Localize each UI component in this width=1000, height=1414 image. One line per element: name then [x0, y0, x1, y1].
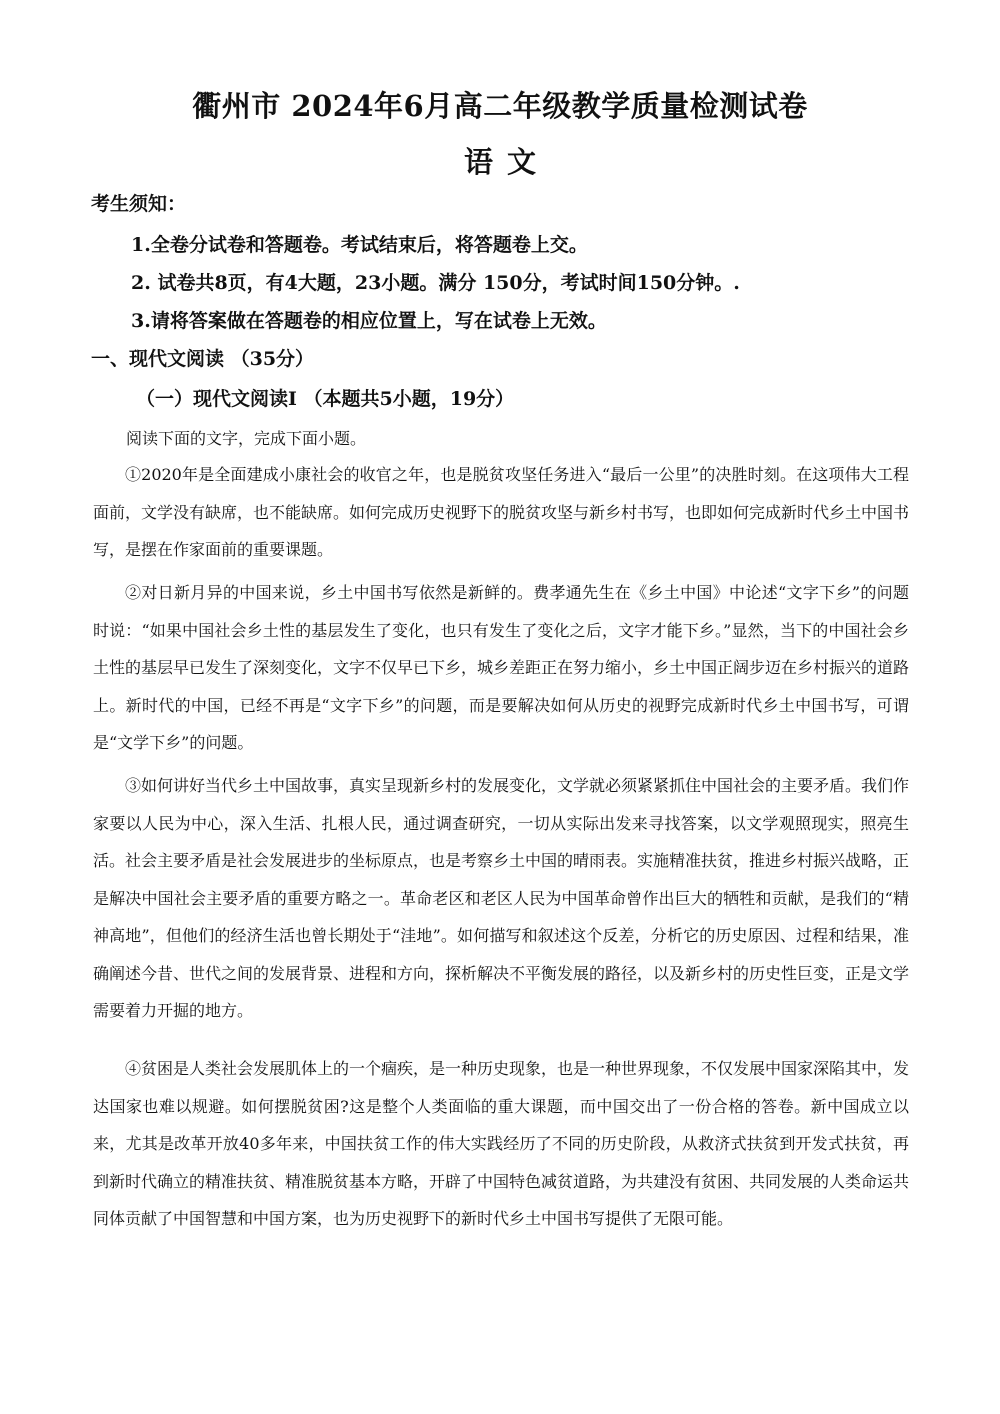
notice-item: 3.请将答案做在答题卷的相应位置上，写在试卷上无效。 [131, 310, 607, 332]
passage-paragraph: ①2020年是全面建成小康社会的收官之年，也是脱贫攻坚任务进入“最后一公里”的决胜时刻。在这项伟大工程面前，文学没有缺席，也不能缺席。如何完成历史视野下的脱贫攻坚与新乡村书写，也即如何完成新时代乡土中国书写，是摆在作家面前的重要课题。 [93, 465, 910, 559]
exam-title: 衢州市 2024年6月高二年级教学质量检测试卷 [192, 89, 808, 123]
section-subheading: （一）现代文阅读Ⅰ （本题共5小题，19分） [136, 388, 515, 410]
passage-paragraph: ③如何讲好当代乡土中国故事，真实呈现新乡村的发展变化，文学就必须紧紧抓住中国社会的主要矛盾。我们作家要以人民为中心，深入生活、扎根人民，通过调查研究，一切从实际出发来寻找答案，以文学观照现实，照亮生活。社会主要矛盾是社会发展进步的坐标原点，也是考察乡土中国的晴雨表。实施精准扶贫，推进乡村振兴战略，正是解决中国社会主要矛盾的重要方略之一。革命老区和老区人民为中国革命曾作出巨大的牺牲和贡献，是我们的“精神高地”，但他们的经济生活也曾长期处于“洼地”。如何描写和叙述这个反差，分析它的历史原因、过程和结果，准确阐述今昔、世代之间的发展背景、进程和方向，探析解决不平衡发展的路径，以及新乡村的历史性巨变，正是文学需要着力开掘的地方。 [93, 776, 910, 1020]
reading-instruction: 阅读下面的文字，完成下面小题。 [126, 429, 367, 448]
notice-item: 2. 试卷共8页，有4大题，23小题。满分 150分，考试时间150分钟。. [131, 272, 740, 294]
notice-item: 1.全卷分试卷和答题卷。考试结束后，将答题卷上交。 [131, 234, 588, 256]
passage-paragraph: ②对日新月异的中国来说，乡土中国书写依然是新鲜的。费孝通先生在《乡土中国》中论述“文字下乡”的问题时说：“如果中国社会乡土性的基层发生了变化，也只有发生了变化之后，文字才能下乡。”显然，当下的中国社会乡土性的基层早已发生了深刻变化，文字不仅早已下乡，城乡差距正在努力缩小，乡土中国正阔步迈在乡村振兴的道路上。新时代的中国，已经不再是“文字下乡”的问题，而是要解决如何从历史的视野完成新时代乡土中国书写，可谓是“文学下乡”的问题。 [93, 583, 910, 752]
passage-paragraph: ④贫困是人类社会发展肌体上的一个痼疾，是一种历史现象，也是一种世界现象，不仅发展中国家深陷其中，发达国家也难以规避。如何摆脱贫困?这是整个人类面临的重大课题，而中国交出了一份合格的答卷。新中国成立以来，尤其是改革开放40多年来，中国扶贫工作的伟大实践经历了不同的历史阶段，从救济式扶贫到开发式扶贫，再到新时代确立的精准扶贫、精准脱贫基本方略，开辟了中国特色减贫道路，为共建没有贫困、共同发展的人类命运共同体贡献了中国智慧和中国方案，也为历史视野下的新时代乡土中国书写提供了无限可能。 [93, 1059, 910, 1228]
notice-heading: 考生须知： [91, 193, 187, 215]
section-heading: 一、现代文阅读 （35分） [91, 348, 315, 370]
exam-subject: 语文 [463, 145, 550, 179]
